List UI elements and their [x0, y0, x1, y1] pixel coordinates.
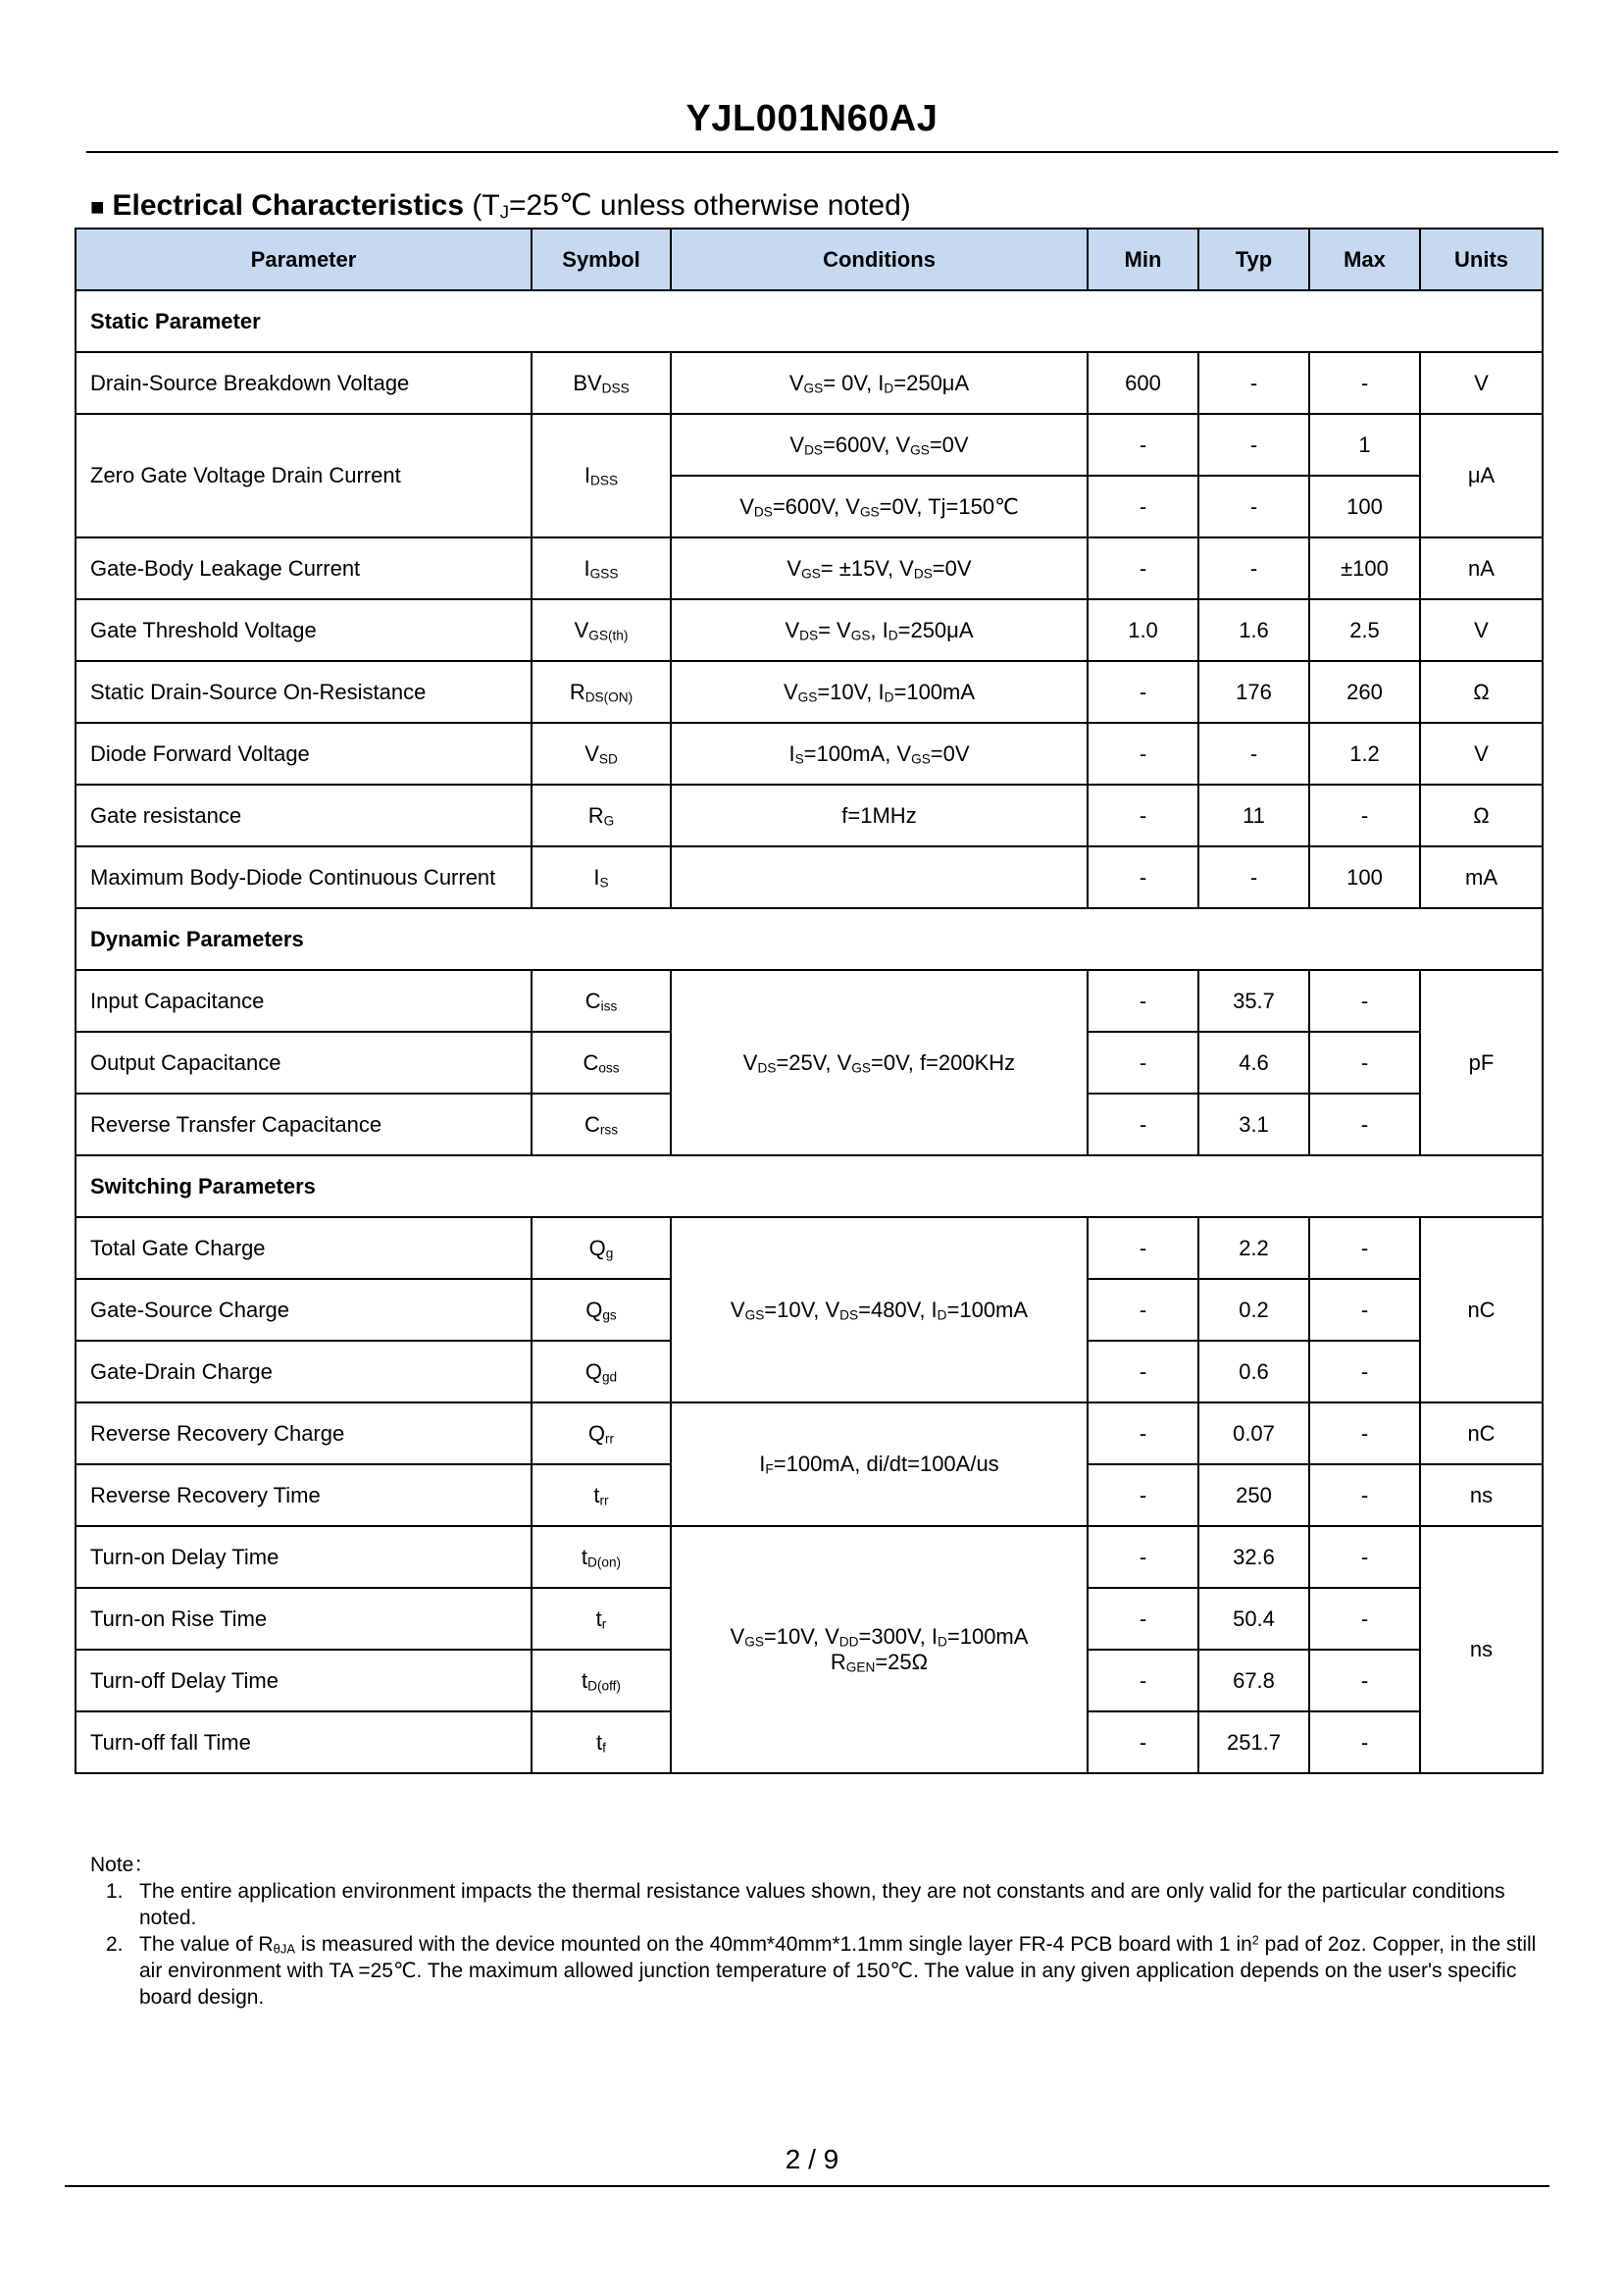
section-label: Static Parameter: [76, 290, 1543, 352]
page-number: 2 / 9: [785, 2144, 839, 2174]
table-row: [76, 1526, 1543, 1588]
unit-cell: nC: [1420, 1402, 1543, 1464]
table-row: [76, 1402, 1543, 1464]
header-symbol: Symbol: [532, 229, 671, 290]
param-cell: Gate-Body Leakage Current: [76, 537, 532, 599]
symbol-cell: $Q_{gs}$: [532, 1279, 671, 1341]
max-cell: 260: [1309, 661, 1420, 723]
param-cell: Static Drain-Source On-Resistance: [76, 661, 532, 723]
table-header-row: [76, 229, 1543, 290]
min-cell: -: [1088, 1464, 1198, 1526]
unit-cell: Ω: [1420, 785, 1543, 846]
symbol-cell: $R_G$: [532, 785, 671, 846]
header-units: Units: [1420, 229, 1543, 290]
min-cell: -: [1088, 1526, 1198, 1588]
document-title: YJL001N60AJ: [685, 98, 939, 139]
param-cell: Drain-Source Breakdown Voltage: [76, 352, 532, 414]
section-row-static: [76, 290, 1543, 352]
symbol-cell: $I_{GSS}$: [532, 537, 671, 599]
param-cell: Output Capacitance: [76, 1032, 532, 1094]
max-cell: -: [1309, 1032, 1420, 1094]
symbol-cell: $R_{DS(ON)}$: [532, 661, 671, 723]
unit-cell: nC: [1420, 1217, 1543, 1402]
condition-cell: $I_F=100mA$, di/dt=100A/us: [671, 1402, 1088, 1526]
param-cell: Gate-Drain Charge: [76, 1341, 532, 1402]
unit-cell: Ω: [1420, 661, 1543, 723]
notes-list: [90, 1878, 1542, 2011]
param-cell: Turn-on Rise Time: [76, 1588, 532, 1650]
header-max: Max: [1309, 229, 1420, 290]
max-cell: 100: [1309, 846, 1420, 908]
max-cell: -: [1309, 1464, 1420, 1526]
table-row: [76, 1217, 1543, 1279]
condition-cell: $V_{GS}=10V$, $I_D=100mA$: [671, 661, 1088, 723]
max-cell: -: [1309, 1217, 1420, 1279]
max-cell: -: [1309, 1711, 1420, 1773]
max-cell: -: [1309, 785, 1420, 846]
table-row: [76, 785, 1543, 846]
unit-cell: V: [1420, 599, 1543, 661]
condition-cell: $V_{GS}= 0V$, $I_D=250\mu A$: [671, 352, 1088, 414]
min-cell: -: [1088, 1650, 1198, 1711]
header-rule: [86, 151, 1558, 153]
typ-cell: -: [1198, 537, 1309, 599]
table-row: [76, 414, 1543, 476]
param-cell: Reverse Transfer Capacitance: [76, 1094, 532, 1155]
unit-cell: ns: [1420, 1464, 1543, 1526]
table-row: [76, 352, 1543, 414]
header-conditions: Conditions: [671, 229, 1088, 290]
max-cell: -: [1309, 1094, 1420, 1155]
max-cell: -: [1309, 1341, 1420, 1402]
max-cell: -: [1309, 352, 1420, 414]
header-parameter: Parameter: [76, 229, 532, 290]
typ-cell: -: [1198, 414, 1309, 476]
condition-cell: f=1MHz: [671, 785, 1088, 846]
symbol-cell: $BV_{DSS}$: [532, 352, 671, 414]
min-cell: -: [1088, 1094, 1198, 1155]
symbol-cell: $t_{rr}$: [532, 1464, 671, 1526]
min-cell: -: [1088, 537, 1198, 599]
condition-cell: [671, 846, 1088, 908]
max-cell: -: [1309, 970, 1420, 1032]
param-cell: Gate-Source Charge: [76, 1279, 532, 1341]
typ-cell: 67.8: [1198, 1650, 1309, 1711]
typ-cell: 0.07: [1198, 1402, 1309, 1464]
unit-cell: pF: [1420, 970, 1543, 1155]
param-cell: Input Capacitance: [76, 970, 532, 1032]
typ-cell: 176: [1198, 661, 1309, 723]
typ-cell: 50.4: [1198, 1588, 1309, 1650]
param-cell: Total Gate Charge: [76, 1217, 532, 1279]
min-cell: -: [1088, 414, 1198, 476]
param-cell: Maximum Body-Diode Continuous Current: [76, 846, 532, 908]
param-cell: Gate resistance: [76, 785, 532, 846]
typ-cell: 250: [1198, 1464, 1309, 1526]
note-text: The value of $R_{\theta JA}$ is measured with the device mounted on the 40mm*40mm*1.1mm single layer FR-4 PCB board with 1 $in^2$ pad of 2oz. Copper, in the still air environment with TA =25℃. The maximum allowed junction temperature of 150℃. The value in any given application depends on the user's specific board design.: [139, 1933, 1537, 2009]
header-min: Min: [1088, 229, 1198, 290]
param-cell: Turn-on Delay Time: [76, 1526, 532, 1588]
note-number: 2.: [106, 1933, 124, 1956]
condition-cell: $V_{DS}=600V$, $V_{GS}=0V$: [671, 414, 1088, 476]
condition-cell: $V_{DS}=25V$, $V_{GS}=0V$, f=200KHz: [671, 970, 1088, 1155]
symbol-cell: $V_{SD}$: [532, 723, 671, 785]
min-cell: -: [1088, 970, 1198, 1032]
param-cell: Zero Gate Voltage Drain Current: [76, 414, 532, 537]
typ-cell: 0.2: [1198, 1279, 1309, 1341]
min-cell: -: [1088, 1588, 1198, 1650]
condition-cell: $V_{GS}= \pm 15V$, $V_{DS}=0V$: [671, 537, 1088, 599]
unit-cell: mA: [1420, 846, 1543, 908]
symbol-cell: $C_{rss}$: [532, 1094, 671, 1155]
symbol-cell: $t_{D(on)}$: [532, 1526, 671, 1588]
typ-cell: 2.2: [1198, 1217, 1309, 1279]
table-row: [76, 970, 1543, 1032]
notes-label: Note：: [90, 1854, 155, 1876]
typ-cell: 1.6: [1198, 599, 1309, 661]
param-cell: Turn-off fall Time: [76, 1711, 532, 1773]
max-cell: -: [1309, 1402, 1420, 1464]
max-cell: -: [1309, 1588, 1420, 1650]
notes-block: [90, 1852, 1542, 2011]
typ-cell: 11: [1198, 785, 1309, 846]
unit-cell: V: [1420, 723, 1543, 785]
section-row-dynamic: [76, 908, 1543, 970]
typ-cell: 4.6: [1198, 1032, 1309, 1094]
symbol-cell: $t_f$: [532, 1711, 671, 1773]
table-row: [76, 599, 1543, 661]
condition-cell: $V_{GS}=10V$, $V_{DS}=480V$, $I_D=100mA$: [671, 1217, 1088, 1402]
max-cell: 100: [1309, 476, 1420, 537]
param-cell: Reverse Recovery Charge: [76, 1402, 532, 1464]
typ-cell: 0.6: [1198, 1341, 1309, 1402]
min-cell: -: [1088, 1279, 1198, 1341]
param-cell: Diode Forward Voltage: [76, 723, 532, 785]
electrical-characteristics-table: [75, 228, 1544, 1774]
table-row: [76, 537, 1543, 599]
typ-cell: 251.7: [1198, 1711, 1309, 1773]
min-cell: -: [1088, 723, 1198, 785]
symbol-cell: $I_{DSS}$: [532, 414, 671, 537]
symbol-cell: $t_r$: [532, 1588, 671, 1650]
square-bullet-icon: ■: [90, 194, 105, 221]
min-cell: 1.0: [1088, 599, 1198, 661]
typ-cell: -: [1198, 476, 1309, 537]
param-cell: Reverse Recovery Time: [76, 1464, 532, 1526]
header-typ: Typ: [1198, 229, 1309, 290]
section-heading: [90, 188, 911, 223]
max-cell: 1: [1309, 414, 1420, 476]
min-cell: -: [1088, 1711, 1198, 1773]
param-cell: Gate Threshold Voltage: [76, 599, 532, 661]
symbol-cell: $C_{iss}$: [532, 970, 671, 1032]
min-cell: -: [1088, 476, 1198, 537]
section-label: Dynamic Parameters: [76, 908, 1543, 970]
section-label: Switching Parameters: [76, 1155, 1543, 1217]
typ-cell: 32.6: [1198, 1526, 1309, 1588]
note-item: [90, 1931, 1542, 2011]
typ-cell: 35.7: [1198, 970, 1309, 1032]
table-row: [76, 846, 1543, 908]
note-item: [90, 1878, 1542, 1931]
min-cell: -: [1088, 1217, 1198, 1279]
symbol-cell: $Q_g$: [532, 1217, 671, 1279]
min-cell: 600: [1088, 352, 1198, 414]
min-cell: -: [1088, 1341, 1198, 1402]
symbol-cell: $C_{oss}$: [532, 1032, 671, 1094]
condition-cell: $V_{GS}=10V$, $V_{DD}=300V$, $I_D=100mA$ $R_{GEN}=25\Omega$: [671, 1526, 1088, 1773]
typ-cell: -: [1198, 846, 1309, 908]
min-cell: -: [1088, 1032, 1198, 1094]
section-row-switching: [76, 1155, 1543, 1217]
min-cell: -: [1088, 661, 1198, 723]
condition-cell: $V_{DS}= V_{GS}$, $I_D=250\mu A$: [671, 599, 1088, 661]
max-cell: -: [1309, 1279, 1420, 1341]
max-cell: 2.5: [1309, 599, 1420, 661]
symbol-cell: $I_S$: [532, 846, 671, 908]
table-row: [76, 661, 1543, 723]
min-cell: -: [1088, 785, 1198, 846]
max-cell: ±100: [1309, 537, 1420, 599]
typ-cell: -: [1198, 352, 1309, 414]
unit-cell: V: [1420, 352, 1543, 414]
max-cell: 1.2: [1309, 723, 1420, 785]
max-cell: -: [1309, 1650, 1420, 1711]
unit-cell: ns: [1420, 1526, 1543, 1773]
param-cell: Turn-off Delay Time: [76, 1650, 532, 1711]
section-heading-title: Electrical Characteristics: [112, 189, 465, 222]
typ-cell: -: [1198, 723, 1309, 785]
unit-cell: μA: [1420, 414, 1543, 537]
typ-cell: 3.1: [1198, 1094, 1309, 1155]
min-cell: -: [1088, 1402, 1198, 1464]
unit-cell: nA: [1420, 537, 1543, 599]
max-cell: -: [1309, 1526, 1420, 1588]
symbol-cell: $V_{GS(th)}$: [532, 599, 671, 661]
symbol-cell: $t_{D(off)}$: [532, 1650, 671, 1711]
section-heading-condition: ($T_J=25℃$ unless otherwise noted): [472, 189, 911, 223]
table-row: [76, 723, 1543, 785]
symbol-cell: $Q_{rr}$: [532, 1402, 671, 1464]
footer-rule: [65, 2185, 1549, 2187]
note-number: 1.: [106, 1880, 124, 1903]
condition-cell: $V_{DS}=600V$, $V_{GS}=0V$, Tj=150℃: [671, 476, 1088, 537]
min-cell: -: [1088, 846, 1198, 908]
condition-cell: $I_S=100mA$, $V_{GS}=0V$: [671, 723, 1088, 785]
symbol-cell: $Q_{gd}$: [532, 1341, 671, 1402]
note-text: The entire application environment impacts the thermal resistance values shown, they are not constants and are only valid for the particular conditions noted.: [139, 1880, 1505, 1929]
